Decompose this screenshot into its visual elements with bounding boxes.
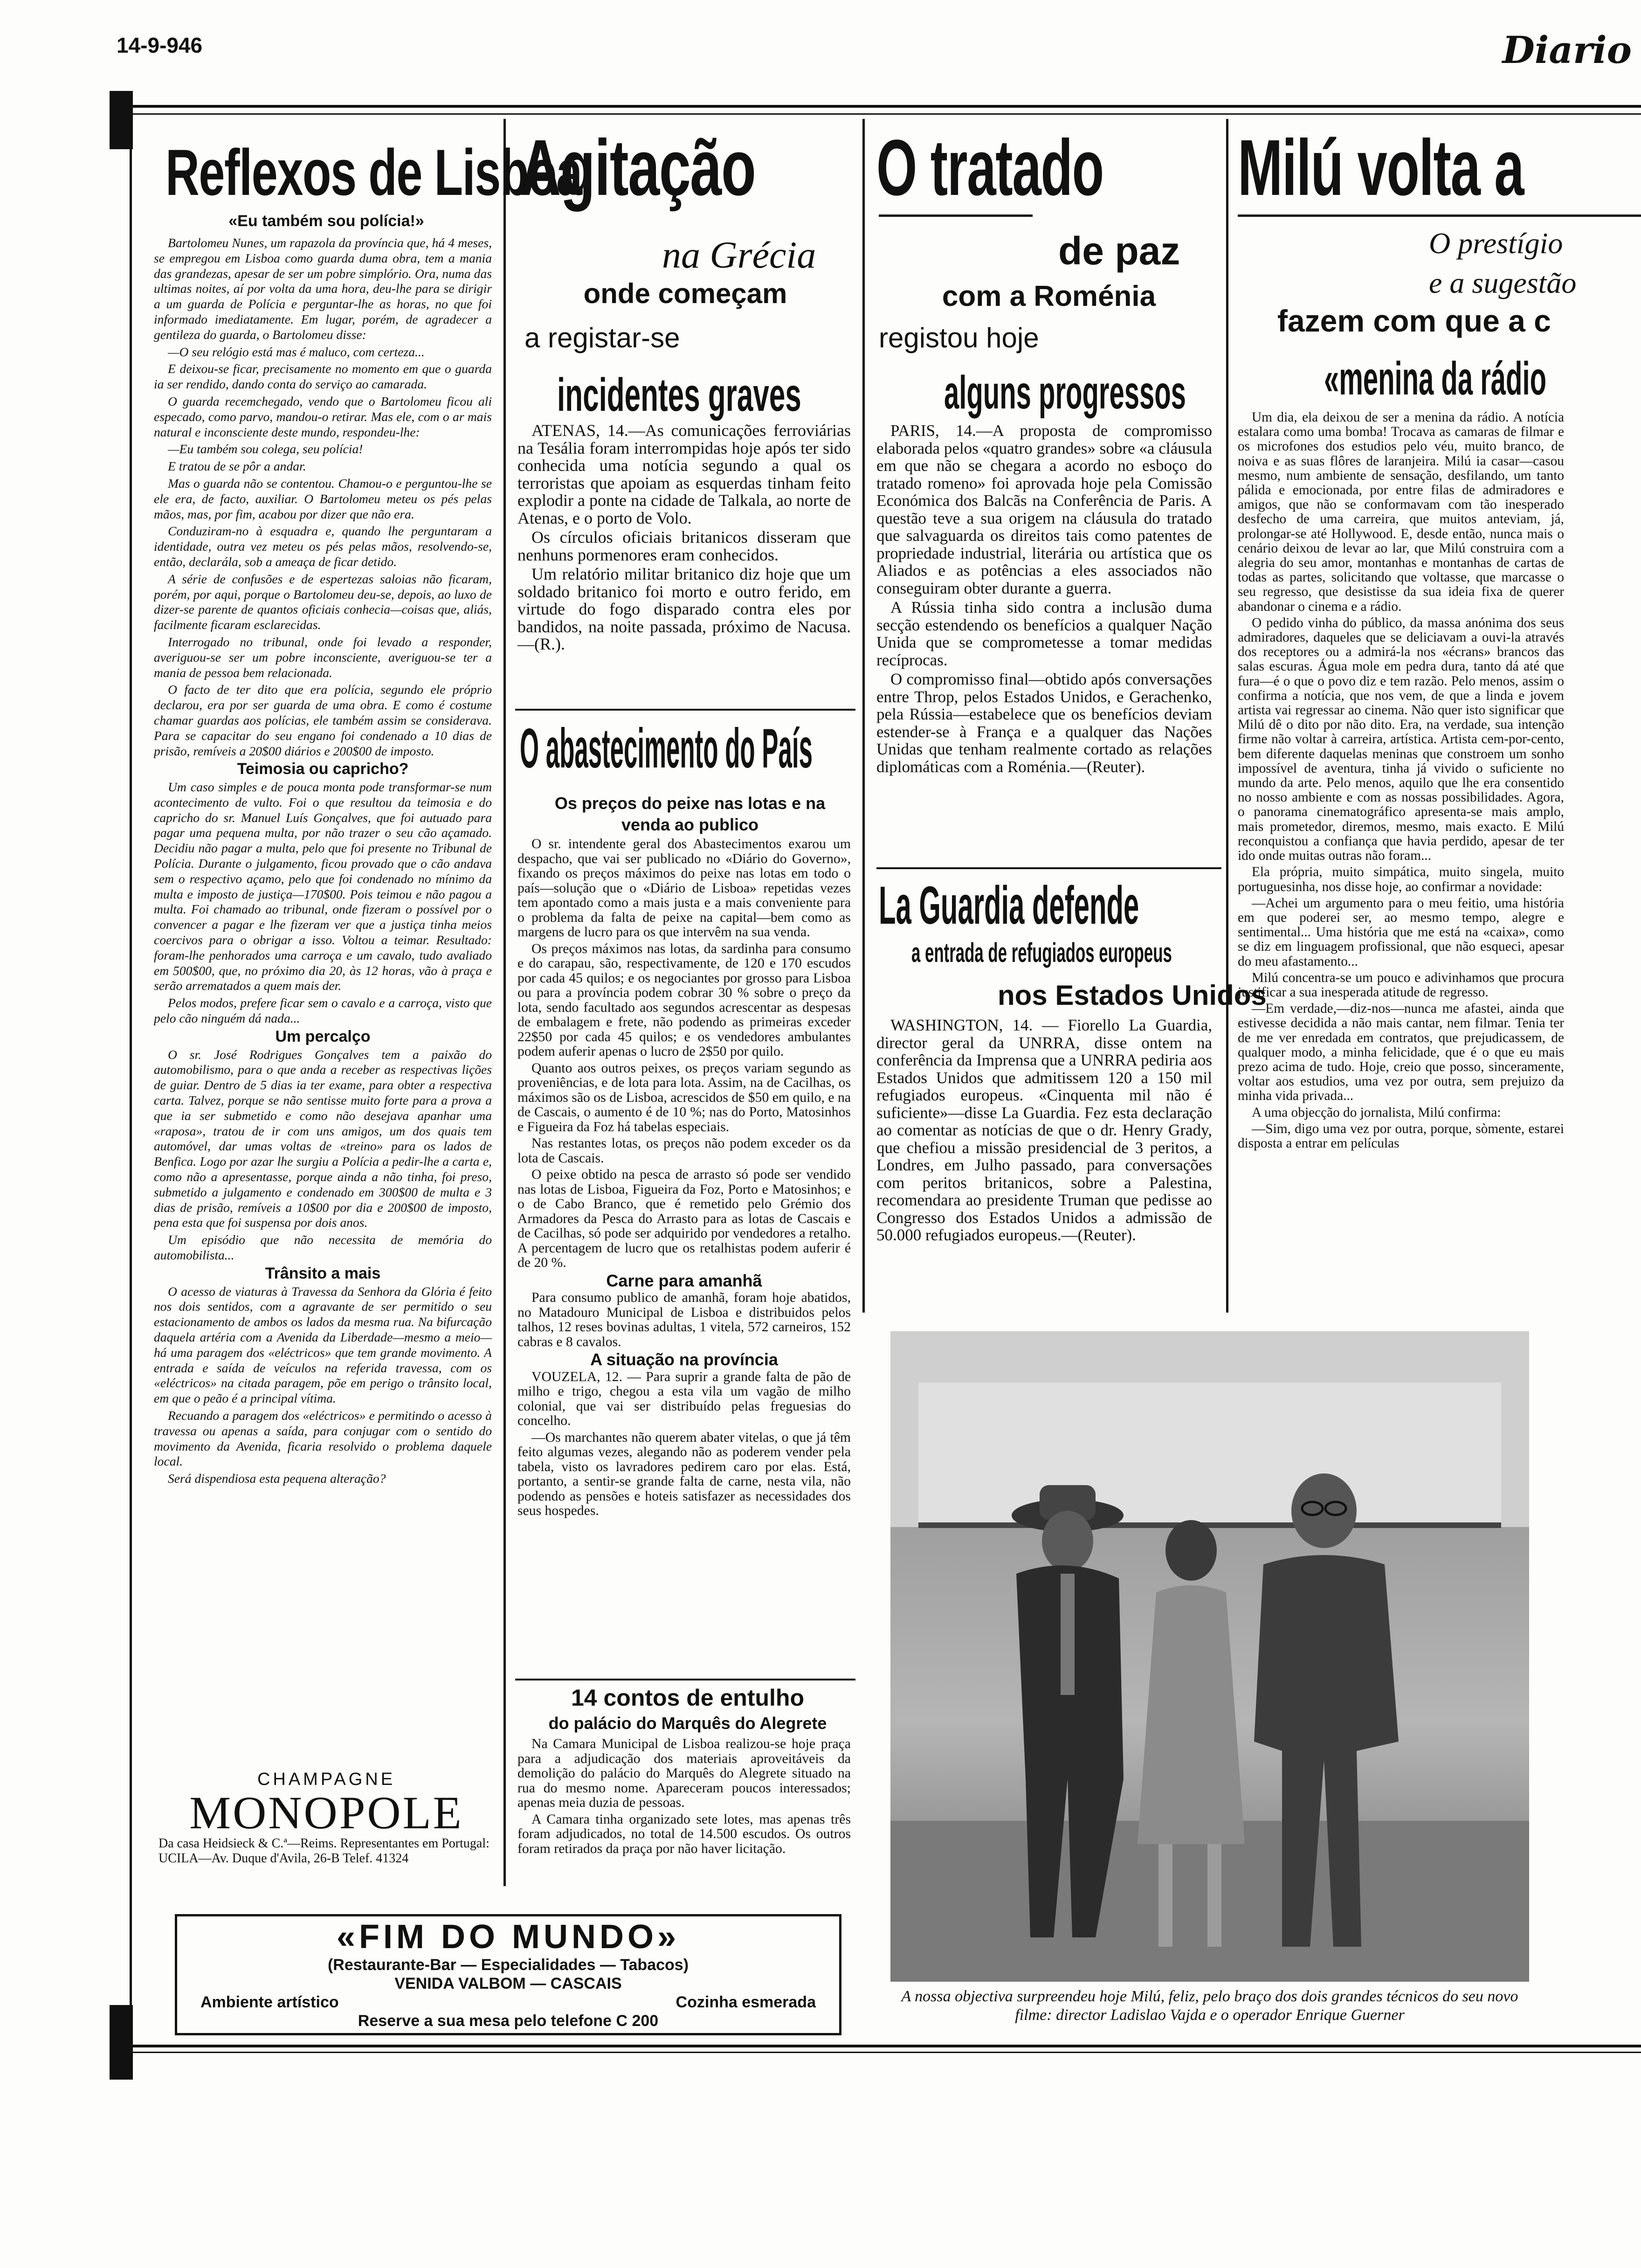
left-black-bar xyxy=(110,91,133,149)
col2-deck1: na Grécia xyxy=(662,234,816,276)
col1-title xyxy=(165,135,582,219)
champagne-ad xyxy=(159,1770,494,1888)
col1-para: O acesso de viaturas à Travessa da Senhora da Glória é feito nos dois sentidos, com a agravante de ser permitido o seu estacionamento de ambos os lados da mesma rua. Na bifurcação daquela artéria com a Avenida da Liberdade—mesmo a meio—há uma paragem dos «eléctricos» que tem grande movimento. A entrada e saída de veículos na referida travessa, com os «eléctricos» na citada paragem, põe em perigo o trânsito local, em que o peão é a principal vítima. xyxy=(154,1284,492,1406)
col2-divider xyxy=(515,709,855,711)
col2b-para: Os preços máximos nas lotas, da sardinha para consumo e do carapau, são, respectivamente, de 120 e 170 escudos por cada 45 quilos; e os negociantes por grosso para Lisboa ou para a província podem cobrar 30 % sobre o preço da lota, sendo facultado aos segundos acrescentar as despesas de embalagem e frete, não podendo as primeiras exceder 22$50 por cada 45 quilos; e os vendedores ambulantes podem auferir apenas o lucro de 2$50 por quilo. xyxy=(517,941,851,1059)
col2b-para: Nas restantes lotas, os preços não podem exceder os da lota de Cascais. xyxy=(517,1136,851,1166)
col1-para: O guarda recemchegado, vendo que o Bartolomeu ficou ali especado, como parvo, mandou-o retirar. Mas ele, com o ar mais natural e inconsciente deste mundo, respondeu-lhe: xyxy=(154,394,492,439)
col3-deck3: registou hoje xyxy=(879,322,1039,353)
ad2-ambiente: Ambiente artístico xyxy=(200,1993,339,2011)
col2b-para: Quanto aos outros peixes, os preços variam segundo as proveniências, e de lota para lota. Assim, na de Cacilhas, os máximos são os de Lisboa, acrescidos de $50 em quilo, e na de Cascais, o aumento é de 10 %; nas do Porto, Matosinhos e Figueira da Foz há tabelas especiais. xyxy=(517,1060,851,1134)
col1-para: O facto de ter dito que era polícia, segundo ele próprio declarou, era por ser guarda de uma obra. E como é costume chamar guardas aos polícias, ele também assim se considerava. Para se capacitar do seu engano foi condenado a 10 dias de prisão, remíveis a 20$00 diários e 200$00 de imposto. xyxy=(154,682,492,758)
column-divider-2 xyxy=(862,119,865,1313)
ad2-features xyxy=(177,1993,839,2012)
ad2-cozinha: Cozinha esmerada xyxy=(676,1993,816,2011)
col2b-title-wrap xyxy=(520,718,855,788)
col2b-divider xyxy=(515,1679,855,1680)
film-photo xyxy=(890,1331,1529,1982)
col1-para: Pelos modos, prefere ficar sem o cavalo e a carroça, visto que pelo cão ninguém dá nada... xyxy=(154,996,492,1026)
col2c-subtitle: do palácio do Marquês do Alegrete xyxy=(548,1714,827,1733)
col2b-para: O sr. intendente geral dos Abastecimentos exarou um despacho, que vai ser publicado no «Diário do Governo», fixando os preços máximos do peixe nas lotas em todo o país—solução que o «Diário de Lisboa» repetidas vezes tem apontado como a mais justa e a mais conveniente para o problema da falta de peixe na capital—bem como as margens de lucro para os que intervêm na sua venda. xyxy=(517,837,851,940)
col1-para: —Eu também sou colega, seu polícia! xyxy=(168,442,363,456)
col1-subhead: Trânsito a mais xyxy=(265,1264,381,1282)
col3b-body xyxy=(876,1016,1212,1310)
col2b-subhead: A situação na província xyxy=(590,1350,778,1369)
col3-deck4-wrap xyxy=(944,366,1247,420)
col4-para: —Sim, digo uma vez por outra, porque, sòmente, estarei disposta a entrar em películas xyxy=(1238,1121,1564,1151)
agitacao-title: Agitação xyxy=(520,124,756,212)
col3-deck4: alguns progressos xyxy=(944,366,1186,419)
tratado-title: O tratado xyxy=(876,124,1103,212)
col1-para: O sr. José Rodrigues Gonçalves tem a paixão do automobilismo, para o que anda a receber as respectivas lições de guiar. Dentro de 5 dias ia ter exame, para obter a respectiva carta. Talvez, porque se não sentisse muito forte para a prova a que ia ser submetido e como não desejava apanhar uma «raposa», tratou de ir com uns amigos, um dos quais tem automóvel, dar umas voltas de «treino» para os lados de Benfica. Logo por azar lhe surgiu a Polícia a pedir-lhe a carta e, como não a apresentasse, porque ainda a não tinha, foi preso, submetido a julgamento e condenado em 300$00 de multa e 3 dias de prisão, remíveis a 10$00 por dia e 200$00 de imposto, pena esta que foi suspensa por dois anos. xyxy=(154,1047,492,1230)
ad2-title: «FIM DO MUNDO» xyxy=(336,1918,680,1956)
abastecimento-title: O abastecimento do País xyxy=(520,717,813,780)
col1-para: Recuando a paragem dos «eléctricos» e permitindo o acesso à travessa ou apenas a saída, para conjugar com o sentido do movimento da Avenida, ficaria resolvido o problema daquele local. xyxy=(154,1408,492,1469)
col3-body xyxy=(876,422,1212,865)
col4-para: Ela própria, muito simpática, muito singela, muito portuguesinha, nos disse hoje, ao confirmar a novidade: xyxy=(1238,864,1564,894)
col2c-para: A Camara tinha organizado sete lotes, mas apenas três foram adjudicados, no total de 14.500 escudos. Os outros foram retirados da praça por não haver licitação. xyxy=(517,1812,851,1856)
col4-para: A uma objecção do jornalista, Milú confirma: xyxy=(1252,1105,1501,1120)
col3b-deck2: nos Estados Unidos xyxy=(998,980,1267,1011)
ad-champagne-line: CHAMPAGNE xyxy=(257,1770,396,1789)
col3-short-rule xyxy=(879,214,1033,217)
col3b-title-wrap xyxy=(879,877,1224,942)
col2-deck4: incidentes graves xyxy=(557,369,801,421)
ad-house-line: Da casa Heidsieck & C.ª—Reims. Representantes em Portugal: xyxy=(159,1836,490,1851)
photo-caption: A nossa objectiva surpreendeu hoje Milú, feliz, pelo braço dos dois grandes técnicos do seu novo filme: director Ladislao Vajda e o operador Enrique Guerner xyxy=(901,1988,1518,2024)
col2b-sub1: Os preços do peixe nas lotas e na venda ao publico xyxy=(554,794,826,834)
ad2-subtitle: (Restaurante-Bar — Especialidades — Tabacos) xyxy=(327,1956,689,1974)
column-divider-1 xyxy=(503,119,506,1886)
col1-para: Será dispendiosa esta pequena alteração? xyxy=(168,1471,386,1486)
col1-para: Interrogado no tribunal, onde foi levado a responder, averiguou-se ser um pobre inconsciente, averiguou-se ter a mania de pessoa bem relacionada. xyxy=(154,634,492,680)
col1-body xyxy=(154,235,492,1765)
col1-para: Bartolomeu Nunes, um rapazola da província que, há 4 meses, se empregou em Lisboa como guarda duma obra, tem a mania das grandezas, apesar de ser um pobre simplório. Ora, numa das ultimas noites, aí por volta da uma hora, deu-lhe para se dirigir a um guarda de Polícia e perguntar-lhe as horas, no que foi informado imediatamente. Em lugar, porém, de agradecer a gentileza do guarda, o Bartolomeu disse: xyxy=(154,235,492,342)
col1-para: Um episódio que não necessita de memória do automobilista... xyxy=(154,1232,492,1262)
col4-title xyxy=(1238,126,1641,214)
col1-para: A série de confusões e de espertezas saloias não ficaram, porém, por aqui, porque o Bartolomeu deu-se, depois, ao luxo de dizer-se parente de quantos oficiais conhecia—coisas que, aliás, facilmente ficaram esclarecidas. xyxy=(154,571,492,632)
col1-para: Mas o guarda não se contentou. Chamou-o e perguntou-lhe se ele era, de facto, auxiliar. O Bartolomeu meteu os pés pelas mãos, mas, por fim, acabou por dizer que não era. xyxy=(154,476,492,521)
col2-deck3: a registar-se xyxy=(524,322,680,353)
col3-para: A Rússia tinha sido contra a inclusão duma secção estendendo os benefícios a qualquer Nação Unida que se comprometesse a tomar medidas recíprocas. xyxy=(876,598,1212,669)
col2b-para: —Os marchantes não querem abater vitelas, o que já têm feito algumas vezes, alegando não as poderem vender pela tabela, visto os lavradores pedirem caro por elas. Está, portanto, a sentir-se grande falta de carne, nesta vila, não podendo as pensões e hoteis satisfazer as necessidades dos seus hospedes. xyxy=(517,1430,851,1518)
col3b-deck1: a entrada de refugiados europeus xyxy=(911,938,1172,968)
col2c-title: 14 contos de entulho xyxy=(571,1685,805,1711)
col2b-para: VOUZELA, 12. — Para suprir a grande falta de pão de milho e trigo, chegou a esta vila um vagão de milho colonial, que vai ser distribuído pelas freguesias do concelho. xyxy=(517,1369,851,1428)
col4-deck4-wrap xyxy=(1324,352,1641,406)
col2-para: Um relatório militar britanico diz hoje que um soldado britanico foi morto e outro ferido, em virtude do fogo disparado contra eles por bandidos, na noite passada, próximo de Nacusa.—(R.). xyxy=(517,565,851,653)
col3-title xyxy=(876,126,1221,214)
milu-title: Milú volta a xyxy=(1238,126,1524,212)
column-divider-3 xyxy=(1226,119,1228,1313)
col4-para: O pedido vinha do público, da massa anónima dos seus admiradores, daqueles que se deliciavam a ouvi-la através dos receptores ou a admirá-la nos «écrans» brancos das salas escuras. Água mole em pedra dura, tanto dá até que fura—é o que o povo diz e tem razão. Pelo menos, assim o confirma a notícia, que nos vem, de que a linda e jovem artista vai regressar ao cinema. Não quer isto significar que Milú dê o dito por não dito. Era, na verdade, sua intenção firme não voltar à carreira, artística. Artista cem-por-cento, bem diferente daquelas meninas que constroem um sonho impossível de aventura, tinha já vivido o suficiente no mundo da arte. Pelo menos, aquilo que lhe era consentido no nosso ambiente e com as nossas possibilidades. Agora, o panorama cinematográfico apresenta-se mais amplo, mais prometedor, diremos, mesmo, mais exacto. E Milú reconquistou a confiança que havia perdido, apesar de ter ido onde muitas outras não foram... xyxy=(1238,615,1564,864)
col1-subhead: Teimosia ou capricho? xyxy=(237,760,409,778)
col4-rule xyxy=(1238,214,1641,217)
col4-deck4: «menina da rádio xyxy=(1324,353,1547,405)
masthead: Diario xyxy=(1502,28,1632,72)
ad-monopole-line: MONOPOLE xyxy=(189,1787,463,1839)
col2c-para: Na Camara Municipal de Lisboa realizou-se hoje praça para a adjudicação dos materiais aproveitáveis da demolição do palácio do Marquês do Alegrete situado na rua do mesmo nome. Apareceram poucos interessados; apenas meia duzia de pessoas. xyxy=(517,1737,851,1810)
page-date: 14-9-946 xyxy=(117,33,203,57)
col1-para: —O seu relógio está mas é maluco, com certeza... xyxy=(168,344,425,359)
col1-para: E deixou-se ficar, precisamente no momento em que o guarda ia ser rendido, dando conta do serviço ao camarada. xyxy=(154,361,492,392)
col3-para: PARIS, 14.—A proposta de compromisso elaborada pelos «quatro grandes» sobre «a cláusula em que não se chegara a acordo no esboço do tratado romeno» foi aprovada hoje pela Comissão Económica dos Balcãs na Conferência de Paris. A questão teve a sua origem na cláusula do tratado que salvaguarda os direitos tais como patentes de propriedade industrial, literária ou artística que os Aliados e as potências a eles associados não conseguiram obter durante a guerra. xyxy=(876,422,1212,597)
ad-address-line: UCILA—Av. Duque d'Avila, 26-B Telef. 41324 xyxy=(159,1851,409,1866)
col2c-body xyxy=(517,1737,851,1891)
ad2-reserve: Reserve a sua mesa pelo telefone C 200 xyxy=(358,2012,659,2030)
col2-para: ATENAS, 14.—As comunicações ferroviárias na Tesália foram interrompidas hoje após ter sido conhecida uma notícia segundo a qual os terroristas que apoiam as esquerdas tinham feito explodir a ponte na cidade de Talkala, ao norte de Atenas, e o porto de Volo. xyxy=(517,422,851,527)
col2-para: Os círculos oficiais britanicos disseram que nenhuns pormenores eram conhecidos. xyxy=(517,528,851,564)
bottom-rule-thin xyxy=(110,2052,1641,2053)
col4-body xyxy=(1238,410,1564,1322)
col4-para: —Achei um argumento para o meu feitio, uma história em que poderei ser, ao mesmo tempo, alegre e sentimental... Uma história que me está na «caixa», como se diz em linguagem profissional, que não esqueci, apesar do meu afastamento... xyxy=(1238,895,1564,969)
col4-para: Um dia, ela deixou de ser a menina da rádio. A notícia estalara como uma bomba! Trocava as camaras de filmar e os microfones dos estudios pelo véu, muito branco, de noiva e as suas flôres de laranjeira. Milú ia casar—casou mesmo, num ambiente de sensação, desfilando, um tanto pálida e emocionada, por entre filas de admiradores e amigos, que não se conformavam com tão inesperado desfecho de uma carreira, que muitos anteviam, já, prolongar-se até Hollywood. E, desde então, nunca mais o cenário deixou de levar ao lar, que Milú construira com a alegria do seu amor, montanhas e montanhas de cartas de todas as partes, solicitando que voltasse, que marcasse o seu regresso, que desistisse da sua ideia fixa de querer abandonar o cinema e a rádio. xyxy=(1238,410,1564,614)
col2-title xyxy=(520,126,855,214)
col1-para: Conduziram-no à esquadra e, quando lhe perguntaram a identidade, outra vez meteu os pés pelas mãos, resolvendo-se, então, declarála, sob a ameaça de ficar detido. xyxy=(154,524,492,569)
top-rule xyxy=(110,105,1641,108)
left-black-bar-bottom xyxy=(110,2005,133,2080)
col1-para: Um caso simples e de pouca monta pode transformar-se num acontecimento de vulto. Foi o que resultou da teimosia e do capricho do sr. Manuel Luís Gonçalves, que foi autuado para pagar uma pequena multa, por não trazer o seu cão açamado. Decidiu não pagar a multa, pelo que foi presente no Tribunal de Polícia. Durante o julgamento, ficou provado que o cão andava sem o respectivo açamo, pelo que foi condenado no mínimo da multa e imposto de justiça—170$00. Pois teimou e não pagou a multa. Foi chamado ao tribunal, onde fizeram o possível por o convencer a pagar e lhe fizeram ver que a justiça tinha meios coercivos para o obrigar a isso. Voltou a teimar. Resultado: foram-lhe penhorados uma carroça e um cavalo, tudo avaliado em 500$00, que, no próximo dia 20, às 12 horas, vão à praça e serão arrematados a quem mais der. xyxy=(154,780,492,993)
col2-deck2: onde começam xyxy=(583,278,787,309)
col4-deck1: O prestígio xyxy=(1429,227,1563,260)
col2-deck4-wrap xyxy=(557,368,883,422)
col3-deck1: de paz xyxy=(1058,229,1180,273)
col2b-para: Para consumo publico de amanhã, foram hoje abatidos, no Matadouro Municipal de Lisboa e distribuidos pelos talhos, 12 reses bovinas adultas, 1 vitela, 572 carneiros, 152 cabras e 8 cavalos. xyxy=(517,1290,851,1349)
col2b-body xyxy=(517,837,851,1681)
fim-do-mundo-ad xyxy=(175,1914,841,2035)
col3-para: O compromisso final—obtido após conversações entre Throp, pelos Estados Unidos, e Gerachenko, pela Rússia—estabelece que os benefícios deviam estender-se à França e a qualquer das Nações Unidas que tenham realmente cortado as relações diplomáticas com a Roménia.—(Reuter). xyxy=(876,670,1212,776)
col4-deck2: e a sugestão xyxy=(1429,266,1577,299)
col2b-subhead: Carne para amanhã xyxy=(606,1271,762,1290)
col3b-para: WASHINGTON, 14. — Fiorello La Guardia, director geral da UNRRA, disse ontem na conferência da Imprensa que a UNRRA pediria aos Estados Unidos que admitissem 120 a 150 mil refugiados europeus. «Cinquenta mil não é suficiente»—disse La Guardia. Fez esta declaração ao comentar as notícias de que o dr. Henry Grady, que chefiou a missão presidencial de 3 peritos, a Londres, em Julho passado, para conversações com peritos britanicos, sobre a Palestina, recomendara ao presidente Truman que pedisse ao Congresso dos Estados Unidos a admissão de 50.000 refugiados europeus.—(Reuter). xyxy=(876,1016,1212,1244)
reflexos-title: Reflexos de Lisboa xyxy=(165,136,582,209)
left-border xyxy=(130,149,132,2005)
col4-para: Milú concentra-se um pouco e adivinhamos que procura justificar a sua inesperada atitude de regresso. xyxy=(1238,970,1564,1000)
photo-illustration xyxy=(890,1331,1529,1982)
col3-divider xyxy=(876,867,1221,869)
col4-deck3: fazem com que a c xyxy=(1277,304,1551,338)
col3b-deck1-wrap xyxy=(911,937,1238,968)
col1-kicker: «Eu também sou polícia!» xyxy=(228,212,424,230)
col1-para: E tratou de se pôr a andar. xyxy=(168,459,306,474)
col3-deck2: com a Roménia xyxy=(942,280,1156,312)
col2b-para: O peixe obtido na pesca de arrasto só pode ser vendido nas lotas de Lisboa, Figueira da Foz, Porto e Matosinhos; e o de Cabo Branco, que é remetido pelo Grémio dos Armadores da Pesca do Arrasto para as lotas de Cascais e de Cacilhas, só pode ser adquirido por vendedores a retalho. A percentagem de lucro que os retalhistas podem auferir é de 20 %. xyxy=(517,1167,851,1270)
laguardia-title: La Guardia defende xyxy=(879,876,1139,935)
top-rule-thin xyxy=(110,113,1641,115)
ad2-location: VENIDA VALBOM — CASCAIS xyxy=(394,1975,622,1992)
col1-subhead: Um percalço xyxy=(275,1027,371,1045)
col4-para: —Em verdade,—diz-nos—nunca me afastei, ainda que estivesse decidida a não mais cantar, nem filmar. Tenia ter de me ver enredada em contratos, que prejudicassem, de qualquer modo, a minha felicidade, que é o que eu mais prezo acima de tudo. Hoje, creio que posso, sinceramente, voltar aos estudios, uma vez por outra, sem prejuizo da minha vida privada... xyxy=(1238,1001,1564,1104)
col2-body xyxy=(517,422,851,702)
bottom-rule xyxy=(110,2045,1641,2047)
